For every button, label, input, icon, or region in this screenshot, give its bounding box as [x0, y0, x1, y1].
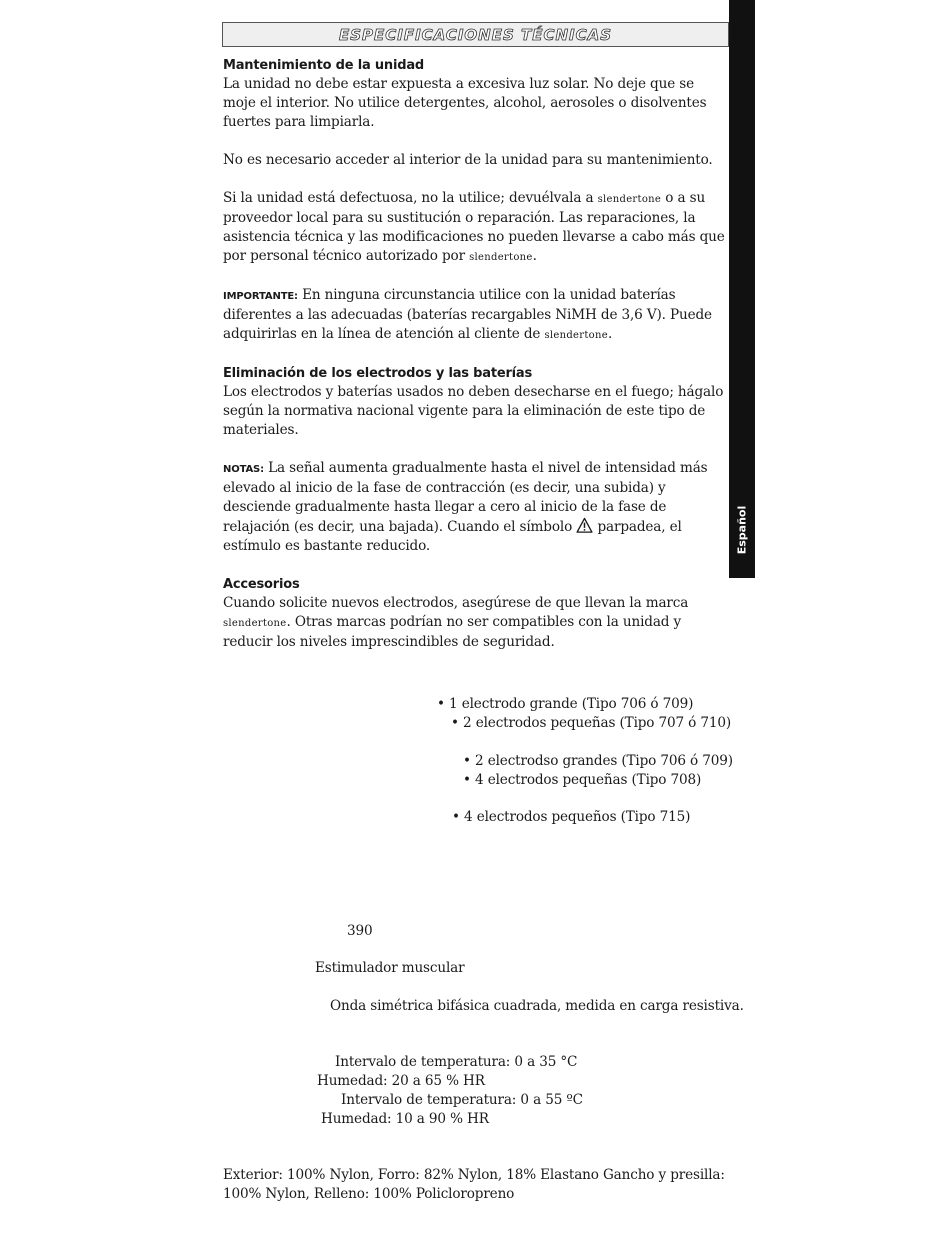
operating-temperature: Intervalo de temperatura: 0 a 35 °C	[335, 1054, 578, 1070]
brand-name: slendertone	[597, 194, 662, 205]
text-fragment: o a su proveedor local para su sustitución o reparación. Las reparaciones, la asistencia técnica y las modificaciones no pueden llevarse a cabo más que por personal técnico autorizado por	[223, 190, 725, 264]
brand-name: slendertone	[544, 330, 608, 341]
notes-paragraph	[223, 459, 728, 556]
language-tab	[729, 0, 755, 578]
maintenance-heading: Mantenimiento de la unidad	[223, 58, 425, 73]
warning-triangle-icon	[576, 517, 593, 534]
model-number: 390	[347, 923, 373, 939]
electrode-item: • 4 electrodos pequeñas (Tipo 708)	[463, 772, 702, 788]
materials: Exterior: 100% Nylon, Forro: 82% Nylon, 18% Elastano Gancho y presilla: 100% Nylon, Relleno: 100% Policloropreno	[223, 1167, 725, 1202]
operating-humidity: Humedad: 20 a 65 % HR	[317, 1073, 485, 1089]
text-fragment: .	[607, 326, 613, 342]
storage-humidity: Humedad: 10 a 90 % HR	[321, 1111, 489, 1127]
waveform: Onda simétrica bifásica cuadrada, medida en carga resistiva.	[330, 998, 744, 1014]
text-fragment: Cuando solicite nuevos electrodos, asegúrese de que llevan la marca	[223, 595, 689, 611]
disposal-paragraph: Los electrodos y baterías usados no deben desecharse en el fuego; hágalo según la normativa nacional vigente para la eliminación de este tipo de materiales.	[223, 384, 724, 438]
brand-name: slendertone	[469, 252, 533, 263]
maintenance-paragraph-1: La unidad no debe estar expuesta a excesiva luz solar. No deje que se moje el interior. No utilice detergentes, alcohol, aerosoles o disolventes fuertes para limpiarla.	[223, 76, 707, 130]
language-tab-label: Español	[735, 505, 749, 555]
text-fragment: La señal aumenta gradualmente hasta el nivel de intensidad más elevado al inicio de la fase de contracción (es decir, una subida) y desciende gradualmente hasta llegar a cero al inicio de la fase de relajación (es decir, una bajada). Cuando el símbolo	[223, 460, 708, 535]
accessories-paragraph	[223, 594, 728, 652]
maintenance-paragraph-3	[223, 189, 728, 267]
device-type: Estimulador muscular	[315, 960, 465, 976]
electrode-item: • 2 electrodso grandes (Tipo 706 ó 709)	[463, 753, 733, 769]
text-fragment: En ninguna circunstancia utilice con la unidad baterías diferentes a las adecuadas (baterías recargables NiMH de 3,6 V). Puede adquirirlas en la línea de atención al cliente de	[223, 287, 712, 342]
brand-name: slendertone	[223, 618, 287, 629]
disposal-heading: Eliminación de los electrodos y las baterías	[223, 366, 533, 381]
electrode-item: • 1 electrodo grande (Tipo 706 ó 709)	[437, 696, 694, 712]
electrode-item: • 4 electrodos pequeños (Tipo 715)	[452, 809, 691, 825]
main-content	[223, 56, 728, 652]
accessories-heading: Accesorios	[223, 577, 300, 592]
important-note	[223, 286, 728, 345]
maintenance-paragraph-2: No es necesario acceder al interior de la unidad para su mantenimiento.	[223, 152, 713, 168]
page-title: ESPECIFICACIONES TÉCNICAS	[338, 25, 613, 44]
text-fragment: parpadea, el estímulo es bastante reducido.	[223, 519, 682, 554]
text-fragment: . Otras marcas podrían no ser compatibles con la unidad y reducir los niveles imprescindibles de seguridad.	[223, 614, 682, 650]
text-fragment: .	[532, 248, 537, 264]
important-label: IMPORTANTE:	[223, 291, 298, 302]
text-fragment: Si la unidad está defectuosa, no la utilice; devuélvala a	[223, 190, 598, 206]
electrode-item: • 2 electrodos pequeñas (Tipo 707 ó 710)	[451, 715, 732, 731]
page-header	[222, 22, 729, 47]
storage-temperature: Intervalo de temperatura: 0 a 55 ºC	[341, 1092, 583, 1108]
notes-label: NOTAS:	[223, 464, 264, 475]
